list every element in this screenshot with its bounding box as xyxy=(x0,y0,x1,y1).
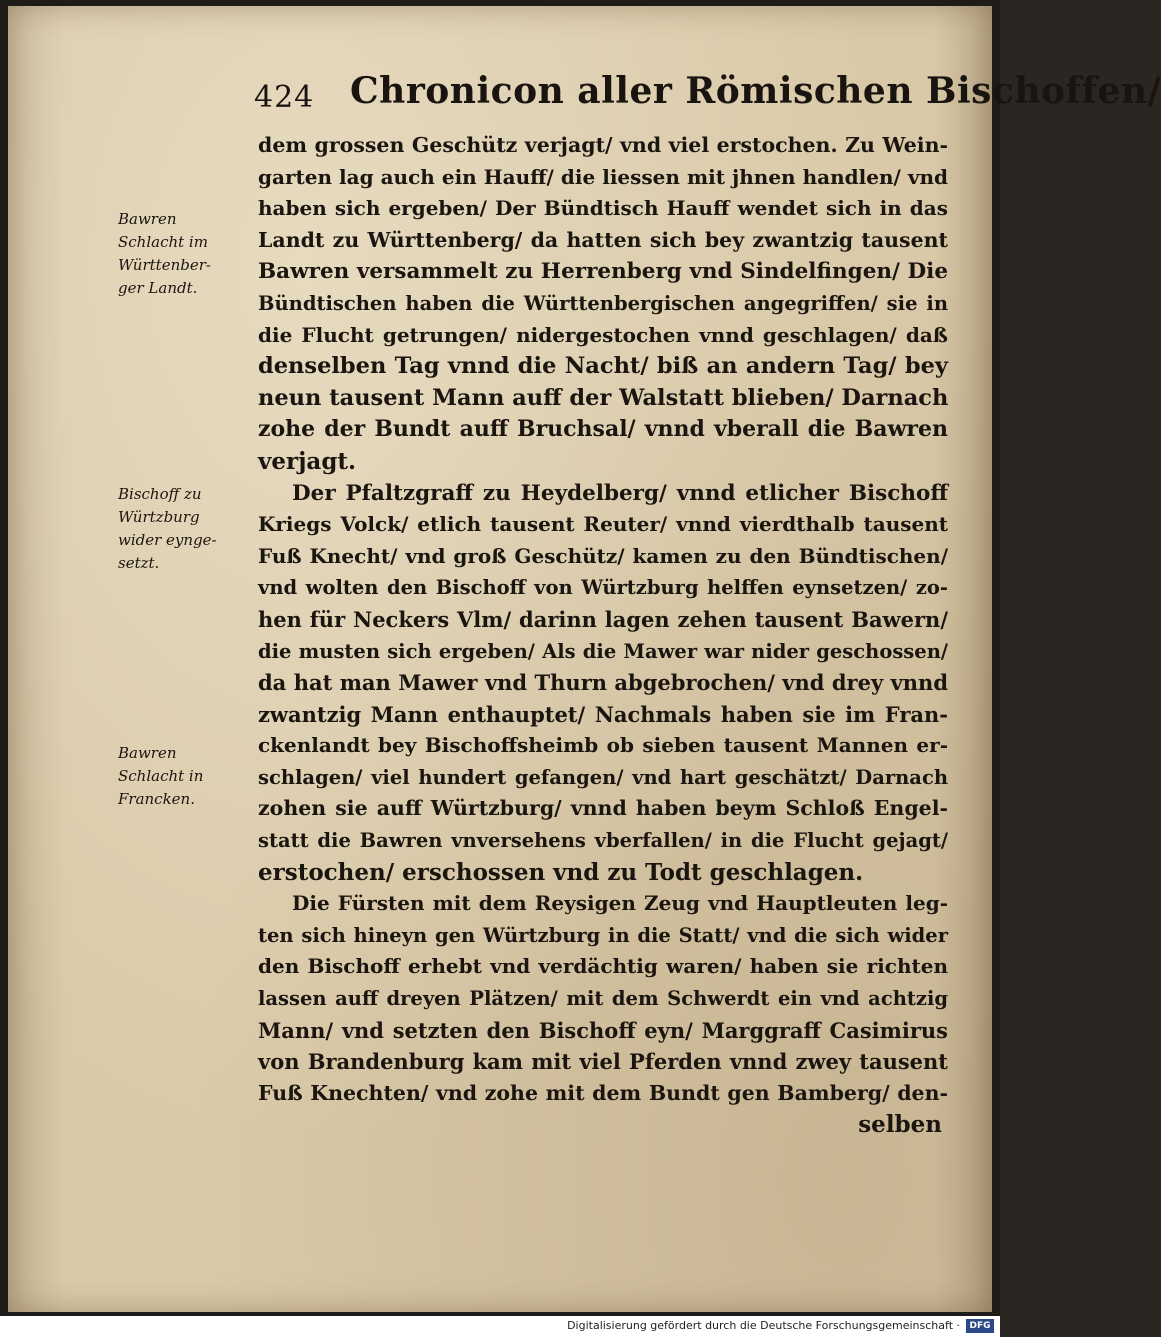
margin-note-wuerzburg xyxy=(118,483,248,575)
margin-note-line: setzt. xyxy=(118,554,160,572)
text-line: Der Pfaltzgraff zu Heydelberg/ vnnd etlicher Bischoff xyxy=(292,480,948,506)
margin-note-line: Bawren xyxy=(118,744,177,762)
text-line: da hat man Mawer vnd Thurn abgebrochen/ vnd drey vnnd xyxy=(258,670,948,696)
text-line: Kriegs Volck/ etlich tausent Reuter/ vnnd vierdthalb tausent xyxy=(258,512,948,537)
running-head xyxy=(250,70,1161,126)
page-number: 424 xyxy=(254,80,315,115)
body-text xyxy=(258,130,948,1141)
text-line: die Flucht getrungen/ nidergestochen vnnd geschlagen/ daß xyxy=(258,322,948,347)
catchword: selben xyxy=(858,1111,942,1139)
margin-note-line: Bischoff zu xyxy=(118,485,202,503)
text-line: dem grossen Geschütz verjagt/ vnd viel erstochen. Zu Wein- xyxy=(258,133,948,157)
text-line: zohen sie auff Würtzburg/ vnnd haben beym Schloß Engel- xyxy=(258,796,948,821)
text-line: zwantzig Mann enthauptet/ Nachmals haben sie im Fran- xyxy=(258,701,948,727)
text-line: statt die Bawren vnversehens vberfallen/ in die Flucht gejagt/ xyxy=(258,829,948,853)
dfg-logo: DFG xyxy=(966,1319,994,1333)
text-line: Bündtischen haben die Württenbergischen angegriffen/ sie in xyxy=(258,291,948,315)
footer-bar xyxy=(0,1316,1000,1337)
text-line: Mann/ vnd setzten den Bischoff eyn/ Marggraff Casimirus xyxy=(258,1017,948,1043)
text-line: zohe der Bundt auff Bruchsal/ vnnd vberall die Bawren xyxy=(258,416,948,443)
margin-note-line: Württenber- xyxy=(118,256,211,274)
text-line: neun tausent Mann auff der Walstatt blieben/ Darnach xyxy=(258,384,949,411)
text-line: schlagen/ viel hundert gefangen/ vnd hart geschätzt/ Darnach xyxy=(258,765,948,789)
funding-credit: Digitalisierung gefördert durch die Deutsche Forschungsgemeinschaft · xyxy=(567,1319,960,1332)
text-line: denselben Tag vnnd die Nacht/ biß an andern Tag/ bey xyxy=(258,353,948,380)
text-line: vnd wolten den Bischoff von Würtzburg helffen eynsetzen/ zo- xyxy=(258,576,948,600)
text-line: ckenlandt bey Bischoffsheimb ob sieben tausent Mannen er- xyxy=(258,733,948,758)
text-line: garten lag auch ein Hauff/ die liessen mit jhnen handlen/ vnd xyxy=(258,164,948,189)
text-line: Bawren versammelt zu Herrenberg vnd Sindelfingen/ Die xyxy=(258,259,948,285)
text-line: ten sich hineyn gen Würtzburg in die Statt/ vnd die sich wider xyxy=(258,923,948,947)
page-title: Chronicon aller Römischen Bischoffen/ xyxy=(350,70,1161,112)
text-line: Fuß Knechten/ vnd zohe mit dem Bundt gen Bamberg/ den- xyxy=(258,1080,948,1105)
text-line: verjagt. xyxy=(258,447,357,475)
margin-note-line: Schlacht in xyxy=(118,767,204,785)
text-line: hen für Neckers Vlm/ darinn lagen zehen tausent Bawern/ xyxy=(258,606,948,632)
text-line: erstochen/ erschossen vnd zu Todt geschlagen. xyxy=(258,858,864,886)
margin-note-wuerttemberg xyxy=(118,208,248,300)
margin-note-line: Würtzburg xyxy=(118,508,200,526)
text-line: lassen auff dreyen Plätzen/ mit dem Schwerdt ein vnd achtzig xyxy=(258,987,948,1011)
text-line: Die Fürsten mit dem Reysigen Zeug vnd Hauptleuten leg- xyxy=(292,891,948,916)
margin-note-line: ger Landt. xyxy=(118,279,198,297)
text-line: von Brandenburg kam mit viel Pferden vnnd zwey tausent xyxy=(258,1049,948,1075)
margin-note-francken xyxy=(118,742,248,811)
text-line: Landt zu Württenberg/ da hatten sich bey zwantzig tausent xyxy=(258,227,948,252)
margin-note-line: wider eynge- xyxy=(118,531,217,549)
text-line: Fuß Knecht/ vnd groß Geschütz/ kamen zu den Bündtischen/ xyxy=(258,543,948,568)
margin-note-line: Schlacht im xyxy=(118,233,208,251)
text-line: die musten sich ergeben/ Als die Mawer war nider geschossen/ xyxy=(258,639,948,663)
text-line: den Bischoff erhebt vnd verdächtig waren/ haben sie richten xyxy=(258,954,948,979)
margin-note-line: Bawren xyxy=(118,210,177,228)
margin-note-line: Francken. xyxy=(118,790,195,808)
text-line: haben sich ergeben/ Der Bündtisch Hauff wendet sich in das xyxy=(258,196,948,221)
